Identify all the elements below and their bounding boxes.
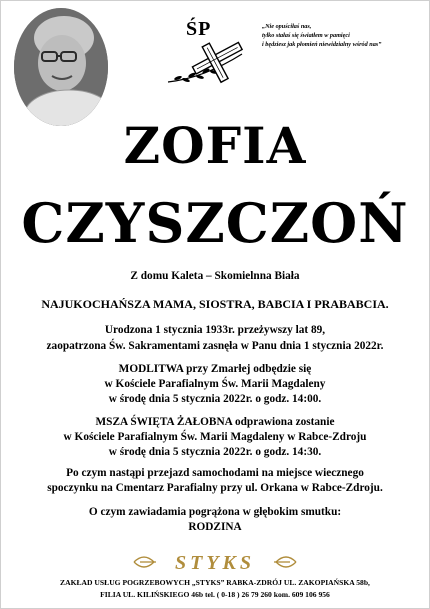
- prayer-line: w Kościele Parafialnym Św. Marii Magdaleny: [104, 378, 326, 390]
- mass-line: w środę dnia 5 stycznia 2022r. o godz. 14:30.: [108, 446, 322, 458]
- company-contact: FILIA UL. KILIŃSKIEGO 46b tel. ( 0-18 ) 26 79 260 kom. 609 106 956: [100, 590, 330, 599]
- cross-icon: [164, 38, 254, 86]
- company-address: ZAKŁAD USŁUG POGRZEBOWYCH „STYKS” RABKA-ZDRÓJ UL. ZAKOPIAŃSKA 58b,: [60, 578, 370, 587]
- born-line: Urodzona 1 stycznia 1933r. przeżywszy lat 89,: [104, 324, 326, 336]
- logo-text: STYKS: [174, 552, 256, 574]
- quote-line: tylko stałaś się światłem w pamięci: [262, 32, 350, 39]
- signature: RODZINA: [188, 521, 242, 533]
- styks-logo: [130, 548, 300, 576]
- deceased-last-name: CZYSZCZOŃ: [21, 191, 409, 255]
- procession-line: Po czym nastąpi przejazd samochodami na miejsce wiecznego: [66, 467, 364, 479]
- quote-line: „Nie opuściłaś nas,: [262, 23, 312, 30]
- sp-title: ŚP: [186, 18, 212, 40]
- mass-line: w Kościele Parafialnym Św. Marii Magdaleny w Rabce-Zdroju: [63, 431, 367, 443]
- memorial-quote: [262, 22, 428, 49]
- maiden-name: Z domu Kaleta – Skomielnna Biała: [130, 270, 300, 282]
- notice-line: O czym zawiadamia pogrążona w głębokim smutku:: [88, 506, 342, 518]
- prayer-line: w środę dnia 5 stycznia 2022r. o godz. 14:00.: [108, 393, 322, 405]
- portrait-image: [14, 8, 108, 126]
- portrait-photo: [14, 8, 108, 126]
- prayer-line: MODLITWA przy Zmarłej odbędzie się: [118, 363, 312, 375]
- mass-line: MSZA ŚWIĘTA ŻAŁOBNA odprawiona zostanie: [95, 416, 335, 428]
- born-line: zaopatrzona Św. Sakramentami zasnęła w Panu dnia 1 stycznia 2022r.: [46, 340, 384, 352]
- deceased-first-name: ZOFIA: [123, 116, 307, 175]
- family-roles: NAJUKOCHAŃSZA MAMA, SIOSTRA, BABCIA I PRABABCIA.: [41, 297, 389, 311]
- quote-line: i będziesz jak płomień niewidzialny wśród nas”: [262, 41, 382, 48]
- procession-line: spoczynku na Cmentarz Parafialny przy ul. Orkana w Rabce-Zdroju.: [47, 482, 383, 494]
